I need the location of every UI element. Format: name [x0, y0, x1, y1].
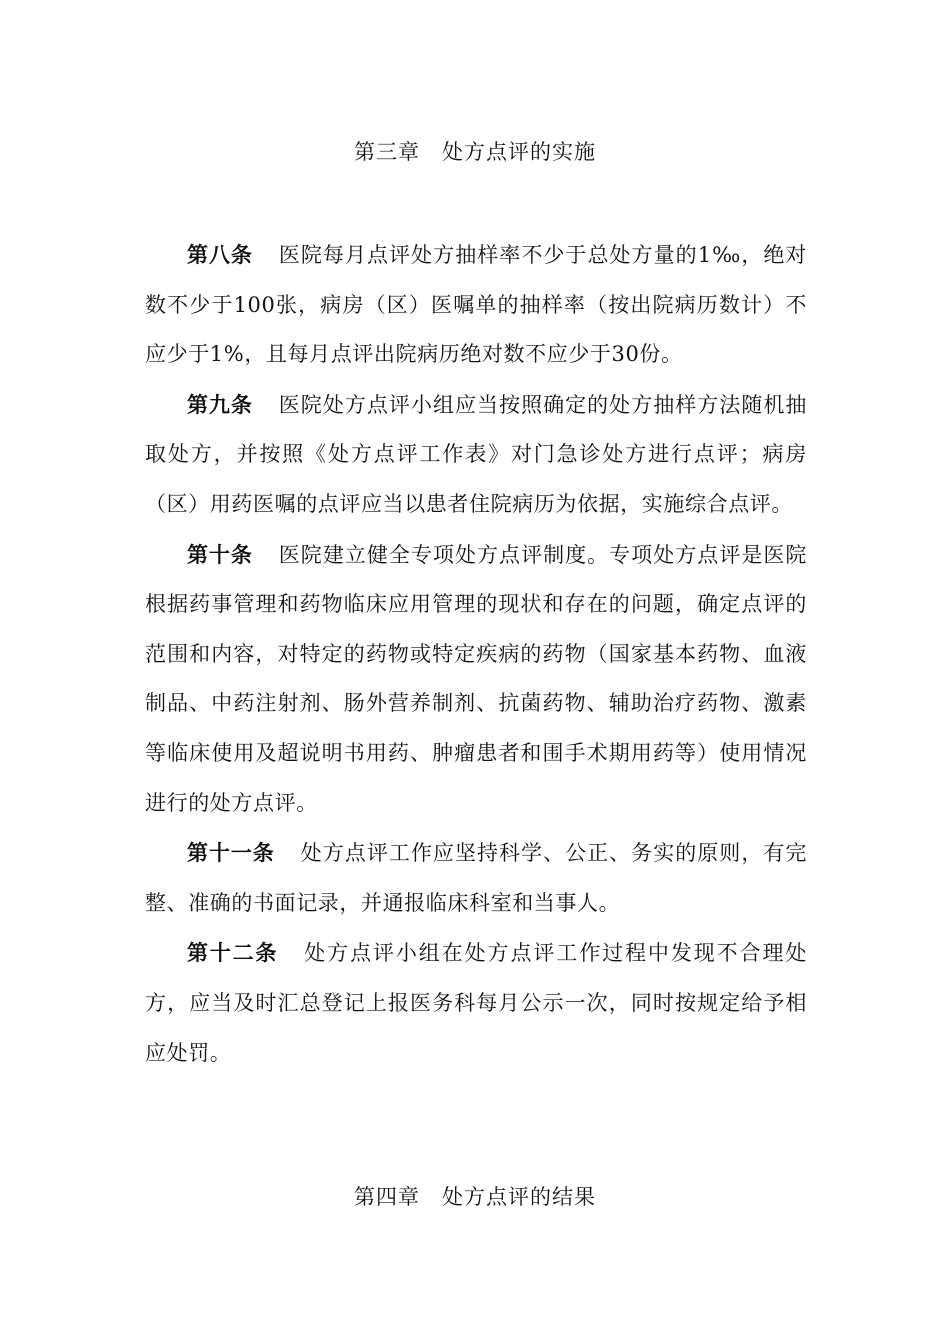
article-text: 医院处方点评小组应当按照确定的处方抽样方法随机抽取处方，并按照《处方点评工作表》对门急诊处方进行点评；病房（区）用药医嘱的点评应当以患者住院病历为依据，实施综合点评。: [145, 392, 807, 516]
article-text: 处方点评工作应坚持科学、公正、务实的原则，有完整、准确的书面记录，并通报临床科室和当事人。: [145, 841, 807, 915]
article-text: 处方点评小组在处方点评工作过程中发现不合理处方，应当及时汇总登记上报医务科每月公示一次，同时按规定给予相应处罚。: [145, 941, 807, 1065]
article-8: [145, 230, 807, 380]
article-label: 第九条: [187, 391, 253, 417]
article-label: 第八条: [187, 242, 253, 267]
article-text: 医院建立健全专项处方点评制度。专项处方点评是医院根据药事管理和药物临床应用管理的现状和存在的问题，确定点评的范围和内容，对特定的药物或特定疾病的药物（国家基本药物、血液制品、中药注射剂、肠外营养制剂、抗菌药物、辅助治疗药物、激素等临床使用及超说明书用药、肿瘤患者和围手术期用药等）使用情况进行的处方点评。: [145, 542, 807, 815]
article-10: [145, 530, 807, 829]
articles-body: [145, 230, 807, 1078]
article-text: 医院每月点评处方抽样率不少于总处方量的1‰，绝对数不少于100张，病房（区）医嘱单的抽样率（按出院病历数计）不应少于1%，且每月点评出院病历绝对数不应少于30份。: [145, 243, 808, 367]
article-label: 第十条: [187, 541, 253, 567]
article-9: [145, 380, 807, 530]
chapter-4-heading: 第四章 处方点评的结果: [354, 1185, 596, 1209]
chapter-3-heading: 第三章 处方点评的实施: [354, 140, 596, 164]
article-label: 第十一条: [187, 840, 275, 866]
article-11: [145, 828, 807, 928]
article-12: [145, 928, 807, 1078]
article-label: 第十二条: [187, 940, 279, 966]
